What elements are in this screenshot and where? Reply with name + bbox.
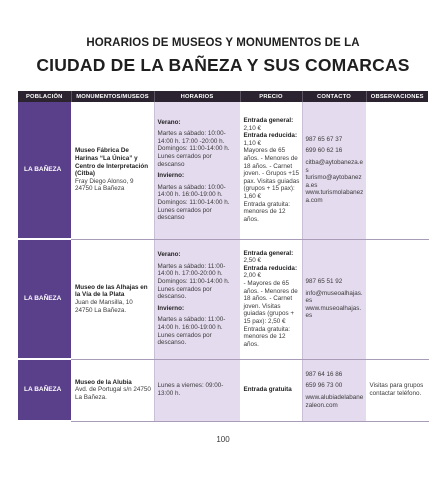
web-link[interactable]: www.turismolabaneza.com [305,189,364,205]
header-horarios: HORARIOS [154,91,240,102]
cell-contacto [302,102,366,239]
phone: 987 64 16 86 [305,370,343,378]
table-header-row [18,91,428,102]
precio-label: Entrada gratuita [243,386,292,394]
precio-gratuita: Entrada gratuita: menores de 12 años. [243,200,291,223]
precio-reducida-label: Entrada reducida: [243,264,298,272]
header-contacto: CONTACTO [302,91,366,102]
cell-contacto [302,239,366,359]
phone: 987 65 67 37 [305,135,343,143]
cell-observaciones [366,102,428,239]
precio-reducida-label: Entrada reducida: [243,132,298,140]
museum-name: Museo de las Alhajas en la Vía de la Plata [75,283,148,299]
museum-address-line2: La Bañeza. [75,393,107,401]
cell-horarios [154,359,240,421]
museum-address-line1: Fray Diego Alonso, 9 [75,177,134,185]
phone: 659 96 73 00 [305,382,343,390]
verano-label: Verano: [157,251,181,259]
cell-museum [71,239,154,359]
precio-general-label: Entrada general: [243,117,294,125]
table-row [18,239,428,359]
precio-general: 2,50 € [243,257,262,265]
email-link[interactable]: info@museoalhajas.es [305,289,363,305]
museum-address-line1: Avd. de Portugal s/n 24750 [75,386,151,394]
invierno-text: Martes a sábado: 10:00-14:00 h. 16:00-19:00 h. Domingos: 11:00-14:00 h. Lunes cerrados por descanso [157,183,230,222]
cell-horarios [154,102,240,239]
cell-observaciones: Visitas para grupos contactar teléfono. [366,359,428,421]
cell-poblacion: LA BAÑEZA [18,359,71,421]
email-link[interactable]: citba@aytobaneza.es [305,159,364,174]
verano-label: Verano: [157,118,181,126]
precio-reducida-detail: - Mayores de 65 años. - Menores de 18 años. - Carnet joven. Visitas guiadas (grupos + 15 pax): 2,50 € [243,280,298,325]
cell-poblacion: LA BAÑEZA [18,102,71,239]
museum-address-line2: 24750 La Bañeza [75,185,125,193]
cell-precio [240,359,302,421]
cell-precio [240,239,302,359]
phone: 987 65 51 92 [305,278,343,286]
precio-reducida: 2,00 € [243,272,262,280]
cell-contacto [302,359,366,421]
cell-observaciones [366,239,428,359]
museum-name: Museo de la Alubia [75,378,132,386]
precio-general: 2,10 € [243,124,262,132]
email-link[interactable]: turismo@aytobaneza.es [305,174,362,189]
web-link[interactable]: www.alubiadelabanezaleon.com [305,394,364,409]
table-row [18,359,428,421]
invierno-text: Martes a sábado: 11:00-14:00 h. 16:00-19:00 h. Lunes cerrados por descanso. [157,316,226,347]
verano-text: Martes a sábado: 10:00-14:00 h. 17:00 -20:00 h. Domingos: 11:00-14:00 h. Lunes cerrados por descanso [157,130,230,168]
invierno-label: Invierno: [157,304,185,312]
museum-address-line1: Juan de Mansilla, 10 [75,299,133,306]
cell-precio [240,102,302,239]
verano-text: Martes a sábado: 11:00-14:00 h. 17:00-20:00 h. Domingos: 11:00-14:00 h. Lunes cerrados por descanso. [157,262,230,301]
precio-general-label: Entrada general: [243,249,294,257]
cell-museum [71,102,154,239]
precio-gratuita: Entrada gratuita: menores de 12 años. [243,325,291,348]
header-monumentos: MONUMENTOS/MUSEOS [71,91,154,102]
header-observaciones: OBSERVACIONES [366,91,428,102]
web-link[interactable]: www.museoalhajas.es [305,304,362,320]
museum-address-line2: 24750 La Bañeza. [75,306,127,314]
header-precio: PRECIO [240,91,302,102]
cell-poblacion: LA BAÑEZA [18,239,71,359]
page-number: 100 [216,435,230,444]
horario-text: Lunes a viernes: 09:00-13:00 h. [157,382,224,397]
cell-museum [71,359,154,421]
precio-reducida-detail: Mayores de 65 años. - Menores de 18 años. - Carnet joven. - Grupos +15 pax. Visitas guiadas (grupos + 15 pax): 1,60 € [243,147,300,201]
cell-horarios [154,239,240,359]
title-line-1: HORARIOS DE MUSEOS Y MONUMENTOS DE LA [86,37,360,49]
schedule-table [18,91,429,422]
precio-reducida: 1,10 € [243,139,262,147]
invierno-label: Invierno: [157,172,185,180]
header-poblacion: POBLACIÓN [18,91,71,102]
phone: 699 60 62 16 [305,147,343,155]
title-line-2: CIUDAD DE LA BAÑEZA Y SUS COMARCAS [36,55,410,75]
museum-name: Museo Fábrica De Harinas “La Única” y Centro de Interpretación (Citba) [75,147,149,178]
table-row [18,102,428,239]
